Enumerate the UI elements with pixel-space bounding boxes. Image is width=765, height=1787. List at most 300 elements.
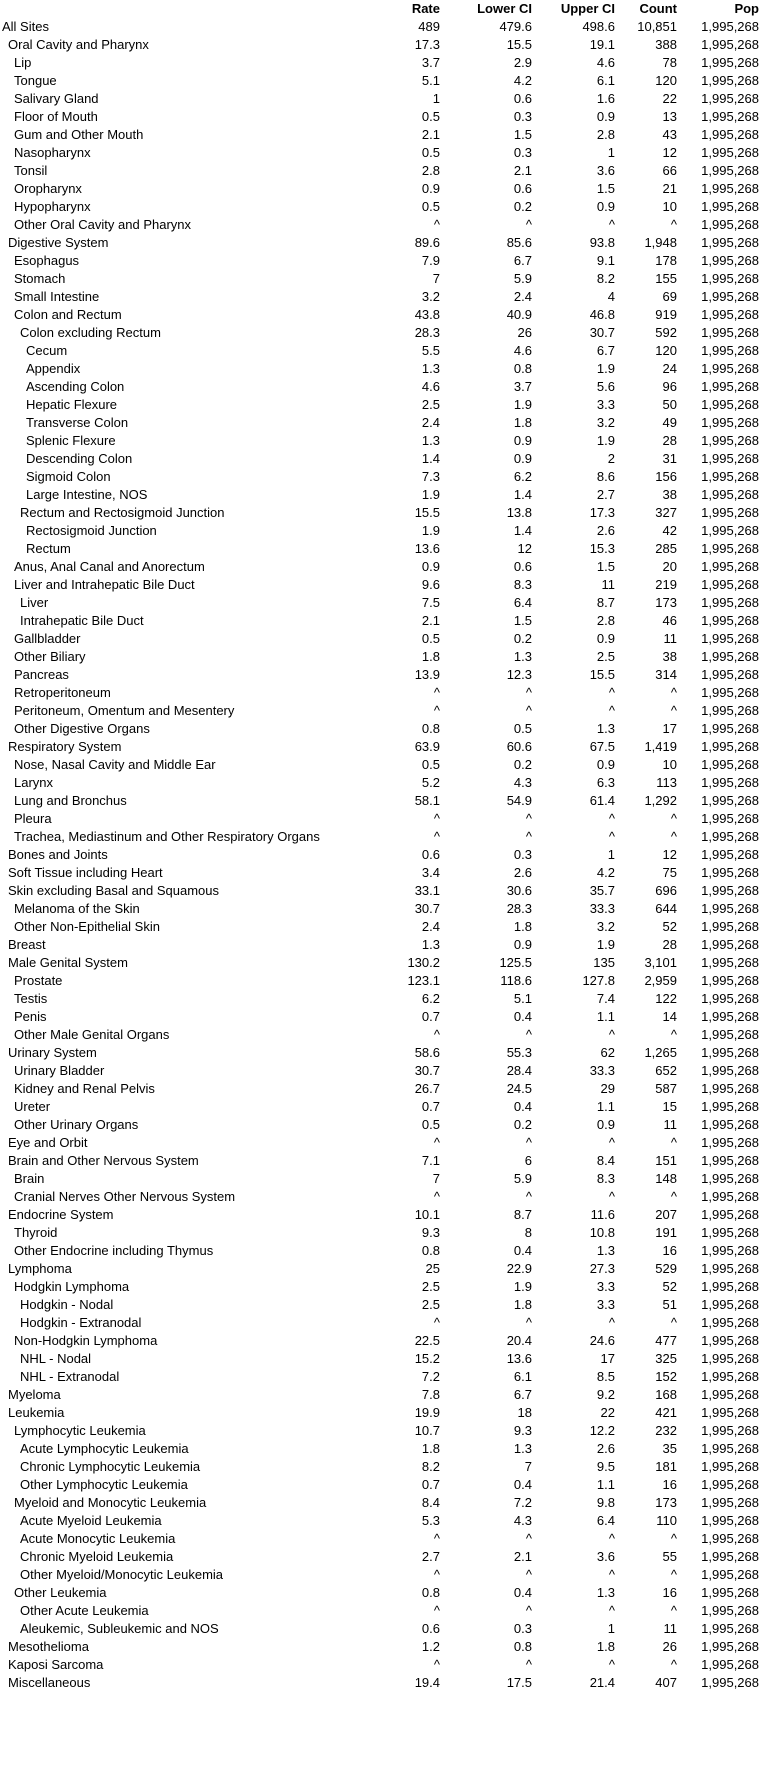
rate-cell: 25	[425, 1261, 440, 1276]
site-name-cell: Gum and Other Mouth	[14, 127, 144, 142]
count-cell: 421	[655, 1405, 677, 1420]
rate-cell: 1.3	[421, 937, 440, 952]
pop-cell: 1,995,268	[701, 973, 759, 988]
pop-cell: 1,995,268	[701, 919, 759, 934]
count-cell: 173	[655, 595, 677, 610]
count-cell: 52	[662, 1279, 677, 1294]
table-row	[0, 324, 765, 342]
pop-cell: 1,995,268	[701, 1243, 759, 1258]
count-cell: 652	[655, 1063, 677, 1078]
count-cell: 10	[662, 199, 677, 214]
pop-cell: 1,995,268	[701, 883, 759, 898]
table-row	[0, 90, 765, 108]
count-cell: 3,101	[644, 955, 677, 970]
lower-ci-cell: 22.9	[506, 1261, 532, 1276]
rate-cell: 5.2	[421, 775, 440, 790]
site-name-cell: Urinary Bladder	[14, 1063, 105, 1078]
lower-ci-cell: 26	[517, 325, 532, 340]
site-name-cell: Other Non-Epithelial Skin	[14, 919, 160, 934]
rate-cell: 13.9	[414, 667, 440, 682]
site-name-cell: Leukemia	[8, 1405, 65, 1420]
lower-ci-cell: 0.2	[513, 1117, 532, 1132]
table-row	[0, 1566, 765, 1584]
upper-ci-cell: 498.6	[582, 19, 615, 34]
site-name-cell: Mesothelioma	[8, 1639, 89, 1654]
site-name-cell: Anus, Anal Canal and Anorectum	[14, 559, 205, 574]
upper-ci-cell: ^	[608, 1603, 615, 1618]
lower-ci-cell: 118.6	[500, 973, 532, 988]
upper-ci-cell: 17	[600, 1351, 615, 1366]
pop-cell: 1,995,268	[701, 1081, 759, 1096]
table-row	[0, 612, 765, 630]
count-cell: 285	[655, 541, 677, 556]
count-cell: 1,948	[644, 235, 677, 250]
pop-cell: 1,995,268	[701, 415, 759, 430]
rate-cell: 5.1	[421, 73, 440, 88]
upper-ci-cell: 1.9	[596, 433, 615, 448]
count-cell: 122	[655, 991, 677, 1006]
rate-cell: ^	[433, 1027, 440, 1042]
pop-cell: 1,995,268	[701, 1153, 759, 1168]
count-cell: 407	[655, 1675, 677, 1690]
site-name-cell: Digestive System	[8, 235, 109, 250]
count-cell: 120	[655, 73, 677, 88]
upper-ci-cell: 33.3	[589, 1063, 615, 1078]
pop-cell: 1,995,268	[701, 775, 759, 790]
rate-cell: 0.9	[421, 559, 440, 574]
pop-cell: 1,995,268	[701, 1333, 759, 1348]
lower-ci-cell: 0.2	[513, 757, 532, 772]
pop-cell: 1,995,268	[701, 271, 759, 286]
rate-cell: 9.3	[421, 1225, 440, 1240]
lower-ci-cell: 4.3	[513, 775, 532, 790]
pop-cell: 1,995,268	[701, 1207, 759, 1222]
site-name-cell: Sigmoid Colon	[26, 469, 111, 484]
pop-cell: 1,995,268	[701, 721, 759, 736]
table-row	[0, 216, 765, 234]
lower-ci-cell: 0.6	[513, 559, 532, 574]
upper-ci-cell: 33.3	[589, 901, 615, 916]
lower-ci-cell: 1.4	[513, 487, 532, 502]
lower-ci-cell: 6.1	[513, 1369, 532, 1384]
pop-cell: 1,995,268	[701, 127, 759, 142]
upper-ci-cell: 6.7	[596, 343, 615, 358]
table-row	[0, 72, 765, 90]
table-row	[0, 648, 765, 666]
count-cell: 21	[662, 181, 677, 196]
table-row	[0, 252, 765, 270]
pop-cell: 1,995,268	[701, 1099, 759, 1114]
table-row	[0, 1080, 765, 1098]
rate-cell: 2.8	[421, 163, 440, 178]
site-name-cell: Colon and Rectum	[14, 307, 122, 322]
rate-cell: 2.5	[421, 1297, 440, 1312]
site-name-cell: Thyroid	[14, 1225, 58, 1240]
count-cell: 388	[655, 37, 677, 52]
table-row	[0, 1404, 765, 1422]
rate-cell: 1.9	[421, 523, 440, 538]
lower-ci-cell: 1.3	[513, 649, 532, 664]
pop-cell: 1,995,268	[701, 37, 759, 52]
upper-ci-cell: 8.5	[596, 1369, 615, 1384]
table-row	[0, 774, 765, 792]
site-name-cell: Other Myeloid/Monocytic Leukemia	[20, 1567, 224, 1582]
count-cell: 35	[662, 1441, 677, 1456]
lower-ci-cell: ^	[525, 1135, 532, 1150]
lower-ci-cell: 7.2	[513, 1495, 532, 1510]
pop-cell: 1,995,268	[701, 667, 759, 682]
table-row	[0, 198, 765, 216]
rate-cell: 28.3	[414, 325, 440, 340]
table-body	[0, 18, 765, 1692]
lower-ci-cell: 0.6	[513, 181, 532, 196]
rate-cell: 19.4	[414, 1675, 440, 1690]
table-row	[0, 576, 765, 594]
count-cell: 181	[655, 1459, 677, 1474]
rate-cell: 0.8	[421, 721, 440, 736]
upper-ci-cell: 1	[607, 1621, 615, 1636]
table-row	[0, 594, 765, 612]
upper-ci-cell: 7.4	[596, 991, 615, 1006]
site-name-cell: Lung and Bronchus	[14, 793, 127, 808]
lower-ci-cell: 3.7	[513, 379, 532, 394]
table-row	[0, 1584, 765, 1602]
table-row	[0, 792, 765, 810]
count-cell: 644	[655, 901, 677, 916]
count-cell: ^	[670, 1189, 677, 1204]
rate-cell: 4.6	[421, 379, 440, 394]
rate-cell: 1.4	[421, 451, 440, 466]
upper-ci-cell: 0.9	[596, 631, 615, 646]
count-cell: ^	[670, 1027, 677, 1042]
table-row	[0, 1026, 765, 1044]
upper-ci-cell: 135	[593, 955, 615, 970]
site-name-cell: Colon excluding Rectum	[20, 325, 161, 340]
lower-ci-cell: 0.2	[513, 199, 532, 214]
rate-cell: 10.7	[414, 1423, 440, 1438]
pop-cell: 1,995,268	[701, 199, 759, 214]
upper-ci-cell: 62	[600, 1045, 615, 1060]
lower-ci-cell: 5.9	[513, 1171, 532, 1186]
site-name-cell: Hodgkin - Extranodal	[20, 1315, 142, 1330]
lower-ci-cell: 2.6	[513, 865, 532, 880]
pop-cell: 1,995,268	[701, 1297, 759, 1312]
site-name-cell: Retroperitoneum	[14, 685, 111, 700]
upper-ci-cell: 2.7	[596, 487, 615, 502]
pop-cell: 1,995,268	[701, 1477, 759, 1492]
count-cell: 42	[662, 523, 677, 538]
rate-cell: ^	[433, 1657, 440, 1672]
lower-ci-cell: 0.9	[513, 451, 532, 466]
upper-ci-cell: 6.4	[596, 1513, 615, 1528]
upper-ci-cell: ^	[608, 1189, 615, 1204]
lower-ci-cell: 2.1	[513, 163, 532, 178]
upper-ci-cell: 6.3	[596, 775, 615, 790]
count-cell: 191	[655, 1225, 677, 1240]
table-row	[0, 414, 765, 432]
rate-cell: ^	[433, 1603, 440, 1618]
lower-ci-cell: 6.2	[513, 469, 532, 484]
count-cell: ^	[670, 1135, 677, 1150]
count-cell: 219	[655, 577, 677, 592]
count-cell: 178	[655, 253, 677, 268]
lower-ci-cell: 8.3	[513, 577, 532, 592]
rate-cell: 0.5	[421, 199, 440, 214]
rate-cell: ^	[433, 829, 440, 844]
rate-cell: 7.2	[421, 1369, 440, 1384]
lower-ci-cell: 30.6	[506, 883, 532, 898]
pop-cell: 1,995,268	[701, 1045, 759, 1060]
rate-cell: 9.6	[421, 577, 440, 592]
rate-cell: 30.7	[414, 1063, 440, 1078]
count-cell: ^	[670, 811, 677, 826]
lower-ci-cell: 1.9	[513, 1279, 532, 1294]
upper-ci-cell: 6.1	[596, 73, 615, 88]
lower-ci-cell: 0.9	[513, 937, 532, 952]
site-name-cell: Nose, Nasal Cavity and Middle Ear	[14, 757, 216, 772]
site-name-cell: Tongue	[14, 73, 57, 88]
site-name-cell: Aleukemic, Subleukemic and NOS	[20, 1621, 219, 1636]
upper-ci-cell: 17.3	[589, 505, 615, 520]
count-cell: ^	[670, 685, 677, 700]
pop-cell: 1,995,268	[701, 397, 759, 412]
pop-cell: 1,995,268	[701, 1567, 759, 1582]
pop-cell: 1,995,268	[701, 1369, 759, 1384]
lower-ci-cell: 20.4	[506, 1333, 532, 1348]
count-cell: 22	[662, 91, 677, 106]
count-cell: ^	[670, 829, 677, 844]
pop-cell: 1,995,268	[701, 163, 759, 178]
pop-cell: 1,995,268	[701, 1261, 759, 1276]
lower-ci-cell: 1.9	[513, 397, 532, 412]
table-row	[0, 1368, 765, 1386]
rate-cell: ^	[433, 1567, 440, 1582]
table-row	[0, 1602, 765, 1620]
upper-ci-cell: 8.3	[596, 1171, 615, 1186]
table-row	[0, 1044, 765, 1062]
site-name-cell: Prostate	[14, 973, 63, 988]
count-cell: 14	[662, 1009, 677, 1024]
site-name-cell: Eye and Orbit	[8, 1135, 88, 1150]
lower-ci-cell: 1.3	[513, 1441, 532, 1456]
rate-cell: 1	[432, 91, 440, 106]
count-cell: 11	[663, 1117, 677, 1132]
count-cell: 696	[655, 883, 677, 898]
count-cell: 24	[662, 361, 677, 376]
upper-ci-cell: ^	[608, 1315, 615, 1330]
site-name-cell: Other Acute Leukemia	[20, 1603, 149, 1618]
site-name-cell: NHL - Nodal	[20, 1351, 92, 1366]
site-name-cell: Descending Colon	[26, 451, 133, 466]
table-row	[0, 630, 765, 648]
lower-ci-cell: 0.2	[513, 631, 532, 646]
table-row	[0, 756, 765, 774]
upper-ci-cell: 5.6	[596, 379, 615, 394]
upper-ci-cell: ^	[608, 1531, 615, 1546]
site-name-cell: Liver and Intrahepatic Bile Duct	[14, 577, 195, 592]
table-row	[0, 144, 765, 162]
upper-ci-cell: 0.9	[596, 199, 615, 214]
rate-cell: 7.5	[421, 595, 440, 610]
pop-cell: 1,995,268	[701, 73, 759, 88]
pop-cell: 1,995,268	[701, 1063, 759, 1078]
lower-ci-cell: 2.9	[513, 55, 532, 70]
rate-cell: 1.2	[421, 1639, 440, 1654]
count-cell: 96	[662, 379, 677, 394]
site-name-cell: Floor of Mouth	[14, 109, 98, 124]
table-row	[0, 882, 765, 900]
upper-ci-cell: 15.3	[589, 541, 615, 556]
table-row	[0, 504, 765, 522]
count-cell: 152	[655, 1369, 677, 1384]
rate-cell: 123.1	[407, 973, 440, 988]
rate-cell: 1.8	[421, 649, 440, 664]
rate-cell: 7	[432, 271, 440, 286]
pop-cell: 1,995,268	[701, 739, 759, 754]
upper-ci-cell: ^	[608, 811, 615, 826]
rate-cell: 0.5	[421, 109, 440, 124]
upper-ci-cell: 3.3	[596, 1297, 615, 1312]
table-row	[0, 1008, 765, 1026]
count-cell: 314	[655, 667, 677, 682]
table-row	[0, 378, 765, 396]
table-row	[0, 1098, 765, 1116]
site-name-cell: Breast	[8, 937, 46, 952]
rate-cell: 5.5	[421, 343, 440, 358]
rate-cell: ^	[433, 1531, 440, 1546]
upper-ci-cell: 4	[607, 289, 615, 304]
count-cell: 75	[662, 865, 677, 880]
pop-cell: 1,995,268	[701, 1657, 759, 1672]
table-row	[0, 396, 765, 414]
rate-cell: 2.1	[421, 613, 440, 628]
table-row	[0, 486, 765, 504]
pop-cell: 1,995,268	[701, 991, 759, 1006]
site-name-cell: Oral Cavity and Pharynx	[8, 37, 149, 52]
rate-cell: 3.2	[421, 289, 440, 304]
count-cell: ^	[670, 1567, 677, 1582]
site-name-cell: Esophagus	[14, 253, 80, 268]
site-name-cell: Chronic Lymphocytic Leukemia	[20, 1459, 201, 1474]
site-name-cell: Other Urinary Organs	[14, 1117, 139, 1132]
site-name-cell: Acute Monocytic Leukemia	[20, 1531, 176, 1546]
table-row	[0, 1458, 765, 1476]
lower-ci-cell: 0.4	[513, 1009, 532, 1024]
site-name-cell: Lymphocytic Leukemia	[14, 1423, 146, 1438]
site-name-cell: Brain	[14, 1171, 45, 1186]
site-name-cell: Chronic Myeloid Leukemia	[20, 1549, 174, 1564]
rate-cell: 0.8	[421, 1243, 440, 1258]
table-row	[0, 1116, 765, 1134]
site-name-cell: Other Digestive Organs	[14, 721, 150, 736]
count-cell: 11	[663, 1621, 677, 1636]
upper-ci-cell: ^	[608, 1027, 615, 1042]
table-row	[0, 54, 765, 72]
rate-cell: 1.9	[421, 487, 440, 502]
rate-cell: 15.2	[414, 1351, 440, 1366]
count-cell: 31	[662, 451, 677, 466]
table-row	[0, 918, 765, 936]
site-name-cell: Liver	[20, 595, 49, 610]
count-cell: 51	[662, 1297, 677, 1312]
lower-ci-cell: ^	[525, 1657, 532, 1672]
rate-cell: 0.7	[421, 1009, 440, 1024]
count-cell: ^	[670, 217, 677, 232]
pop-cell: 1,995,268	[701, 1639, 759, 1654]
header-lower-ci: Lower CI	[477, 1, 532, 16]
count-cell: 1,419	[644, 739, 677, 754]
rate-cell: 7.8	[421, 1387, 440, 1402]
lower-ci-cell: 28.3	[506, 901, 532, 916]
count-cell: 587	[655, 1081, 677, 1096]
site-name-cell: Endocrine System	[8, 1207, 114, 1222]
lower-ci-cell: 0.4	[513, 1099, 532, 1114]
rate-cell: 7.1	[421, 1153, 440, 1168]
lower-ci-cell: 13.8	[506, 505, 532, 520]
pop-cell: 1,995,268	[701, 1279, 759, 1294]
pop-cell: 1,995,268	[701, 181, 759, 196]
count-cell: 12	[662, 847, 677, 862]
rate-cell: ^	[433, 685, 440, 700]
lower-ci-cell: 4.3	[513, 1513, 532, 1528]
site-name-cell: Hepatic Flexure	[26, 397, 118, 412]
site-name-cell: Stomach	[14, 271, 66, 286]
rate-cell: 17.3	[414, 37, 440, 52]
table-row	[0, 1422, 765, 1440]
lower-ci-cell: 5.1	[513, 991, 532, 1006]
lower-ci-cell: 18	[517, 1405, 532, 1420]
rate-cell: 1.3	[421, 361, 440, 376]
lower-ci-cell: 1.5	[513, 613, 532, 628]
count-cell: 232	[655, 1423, 677, 1438]
count-cell: 16	[662, 1243, 677, 1258]
pop-cell: 1,995,268	[701, 1315, 759, 1330]
count-cell: 327	[655, 505, 677, 520]
lower-ci-cell: 17.5	[506, 1675, 532, 1690]
site-name-cell: Kaposi Sarcoma	[8, 1657, 104, 1672]
count-cell: 28	[662, 937, 677, 952]
upper-ci-cell: 1	[607, 847, 615, 862]
pop-cell: 1,995,268	[701, 505, 759, 520]
upper-ci-cell: 11	[601, 577, 615, 592]
upper-ci-cell: 2	[607, 451, 615, 466]
site-name-cell: Other Lymphocytic Leukemia	[20, 1477, 188, 1492]
count-cell: ^	[670, 703, 677, 718]
pop-cell: 1,995,268	[701, 451, 759, 466]
pop-cell: 1,995,268	[701, 901, 759, 916]
upper-ci-cell: 8.7	[596, 595, 615, 610]
rate-cell: 3.4	[421, 865, 440, 880]
lower-ci-cell: 6.7	[513, 1387, 532, 1402]
site-name-cell: Lymphoma	[8, 1261, 72, 1276]
lower-ci-cell: 60.6	[506, 739, 532, 754]
upper-ci-cell: 0.9	[596, 1117, 615, 1132]
upper-ci-cell: 1.1	[596, 1477, 615, 1492]
table-header-row	[0, 0, 765, 18]
table-row	[0, 270, 765, 288]
pop-cell: 1,995,268	[701, 865, 759, 880]
count-cell: 113	[656, 775, 677, 790]
pop-cell: 1,995,268	[701, 217, 759, 232]
upper-ci-cell: ^	[608, 1567, 615, 1582]
count-cell: 55	[662, 1549, 677, 1564]
lower-ci-cell: 6	[524, 1153, 532, 1168]
rate-cell: ^	[433, 811, 440, 826]
lower-ci-cell: ^	[525, 685, 532, 700]
site-name-cell: Rectum	[26, 541, 71, 556]
count-cell: 49	[662, 415, 677, 430]
count-cell: 477	[655, 1333, 677, 1348]
